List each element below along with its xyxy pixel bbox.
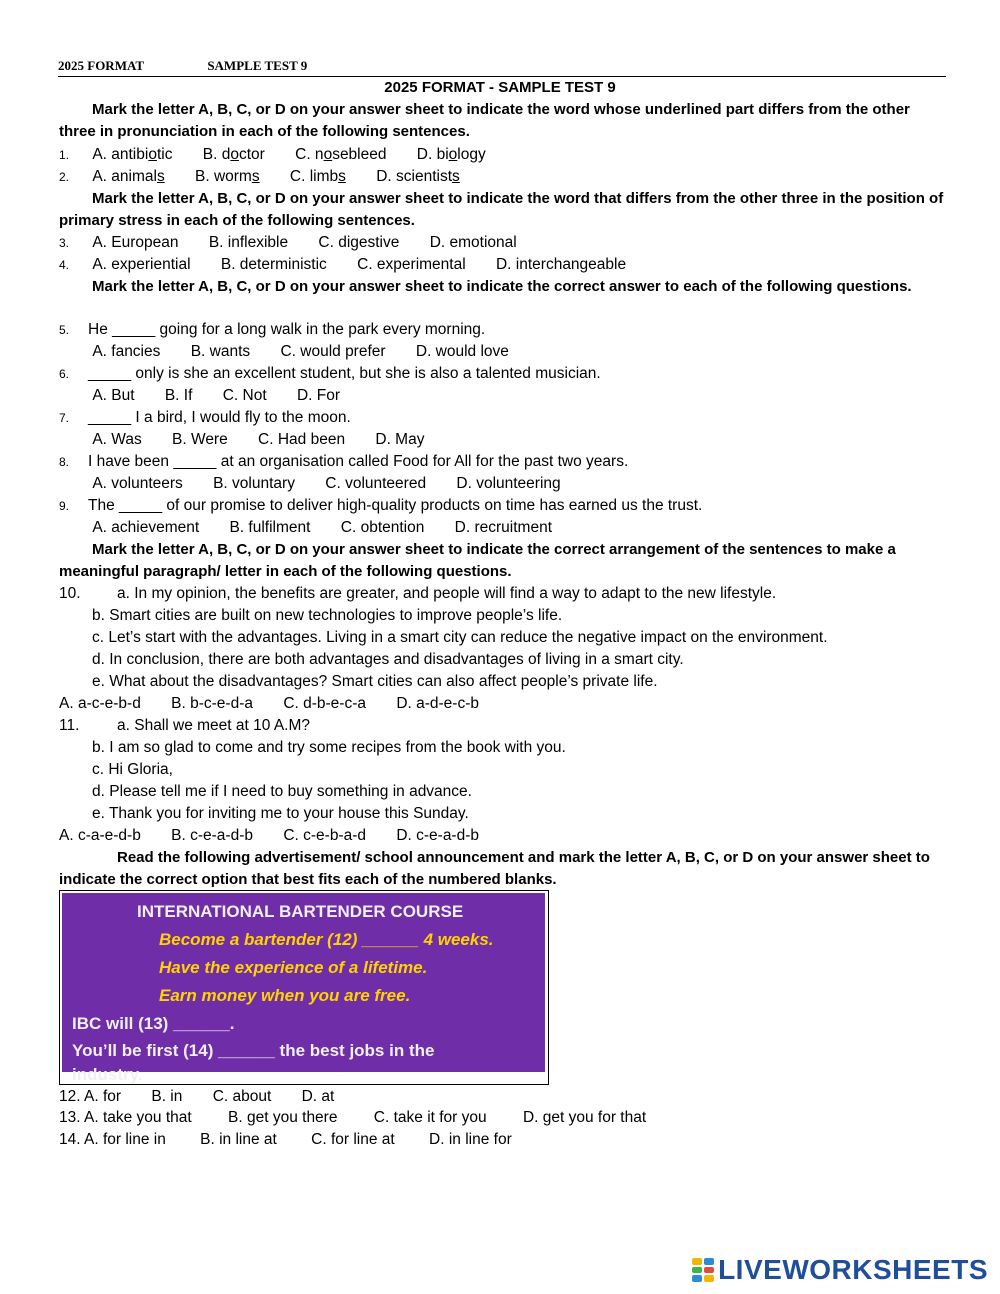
question-1: 1. A. antibiotic B. doctor C. nosebleed D. biology bbox=[59, 146, 486, 163]
advertisement-image bbox=[62, 893, 545, 1084]
option-b[interactable]: B. wants bbox=[190, 343, 251, 360]
instruction-reading: Read the following advertisement/ school announcement and mark the letter A, B, C, or D on your answer sheet to indicate the correct option that best fits each of the numbered blanks. bbox=[59, 849, 930, 888]
option-c[interactable]: C. take it for you bbox=[373, 1109, 487, 1126]
instruction-arrangement: Mark the letter A, B, C, or D on your answer sheet to indicate the correct arrangement of the sentences to make a meaningful paragraph/ letter in each of the following questions. bbox=[59, 541, 896, 580]
option-b[interactable]: B. If bbox=[164, 387, 193, 404]
option-c[interactable]: C. would prefer bbox=[280, 343, 386, 360]
option-c[interactable]: C. Not bbox=[222, 387, 267, 404]
option-c[interactable]: C. for line at bbox=[311, 1131, 395, 1148]
question-14 bbox=[59, 1130, 512, 1150]
option-c[interactable]: C. experimental bbox=[357, 256, 466, 273]
logo-text: LIVEWORKSHEETS bbox=[718, 1254, 988, 1285]
question-11-line-a: 11. a. Shall we meet at 10 A.M? bbox=[59, 717, 310, 734]
option-c[interactable]: C. digestive bbox=[318, 234, 400, 251]
option-a[interactable]: A. European bbox=[92, 234, 179, 251]
question-9-options bbox=[59, 518, 552, 538]
option-d[interactable]: D. emotional bbox=[429, 234, 517, 251]
option-d[interactable]: D. May bbox=[375, 431, 425, 448]
option-b[interactable]: B. get you there bbox=[228, 1109, 338, 1126]
option-a[interactable]: 13. A. take you that bbox=[59, 1109, 192, 1126]
option-d[interactable]: D. biology bbox=[416, 146, 486, 163]
option-c[interactable]: C. volunteered bbox=[325, 475, 427, 492]
question-7-stem: 7. _____ I a bird, I would fly to the moon. bbox=[59, 409, 351, 426]
option-a[interactable]: A. experiential bbox=[92, 256, 191, 273]
liveworksheets-logo-icon bbox=[692, 1258, 714, 1282]
question-4: 4. A. experiential B. deterministic C. experimental D. interchangeable bbox=[59, 256, 627, 273]
question-10-line-d: d. In conclusion, there are both advantages and disadvantages of living in a smart city. bbox=[92, 651, 684, 668]
option-b[interactable]: B. inflexible bbox=[208, 234, 289, 251]
option-d[interactable]: D. a-d-e-c-b bbox=[396, 695, 479, 712]
option-c[interactable]: C. obtention bbox=[340, 519, 425, 536]
question-12 bbox=[59, 1087, 334, 1107]
option-d[interactable]: D. c-e-a-d-b bbox=[396, 827, 479, 844]
ad-line-1: Become a bartender (12) ______ 4 weeks. bbox=[159, 930, 494, 949]
header-test: SAMPLE TEST 9 bbox=[207, 58, 308, 73]
option-a[interactable]: A. achievement bbox=[92, 519, 200, 536]
question-11-line-b: b. I am so glad to come and try some recipes from the book with you. bbox=[92, 739, 566, 756]
option-d[interactable]: D. get you for that bbox=[522, 1109, 647, 1126]
question-10-options bbox=[59, 694, 479, 714]
option-d[interactable]: D. For bbox=[296, 387, 341, 404]
question-3: 3. A. European B. inflexible C. digestive D. emotional bbox=[59, 234, 517, 251]
instruction-pronunciation: Mark the letter A, B, C, or D on your answer sheet to indicate the word whose underlined part differs from the other three in pronunciation in each of the following sentences. bbox=[59, 101, 910, 140]
option-c[interactable]: C. limbs bbox=[289, 168, 346, 185]
header-format: 2025 FORMAT bbox=[58, 58, 145, 73]
option-d[interactable]: D. at bbox=[301, 1088, 335, 1105]
question-2: 2. A. animals B. worms C. limbs D. scientists bbox=[59, 168, 460, 185]
option-b[interactable]: B. Were bbox=[172, 431, 228, 448]
option-a[interactable]: A. a-c-e-b-d bbox=[59, 695, 141, 712]
option-b[interactable]: B. fulfilment bbox=[229, 519, 311, 536]
instruction-stress: Mark the letter A, B, C, or D on your answer sheet to indicate the word that differs from the other three in the position of primary stress in each of the following sentences. bbox=[59, 190, 944, 229]
option-a[interactable]: A. But bbox=[92, 387, 135, 404]
question-10-line-e: e. What about the disadvantages? Smart cities can also affect people’s private life. bbox=[92, 673, 658, 690]
question-11-options bbox=[59, 826, 479, 846]
option-a[interactable]: A. antibiotic bbox=[92, 146, 173, 163]
ad-line-5: You’ll be first (14) ______ the best jobs in the bbox=[72, 1041, 435, 1060]
option-a[interactable]: A. animals bbox=[92, 168, 165, 185]
option-a[interactable]: A. volunteers bbox=[92, 475, 183, 492]
question-10-line-c: c. Let’s start with the advantages. Living in a smart city can reduce the negative impact on the environment. bbox=[92, 629, 828, 646]
question-8-stem: 8. I have been _____ at an organisation called Food for All for the past two years. bbox=[59, 453, 629, 470]
option-b[interactable]: B. in bbox=[151, 1088, 183, 1105]
option-c[interactable]: C. Had been bbox=[258, 431, 346, 448]
ad-title: INTERNATIONAL BARTENDER COURSE bbox=[137, 902, 464, 921]
ad-line-4: IBC will (13) ______. bbox=[72, 1014, 235, 1033]
option-c[interactable]: C. d-b-e-c-a bbox=[283, 695, 366, 712]
option-b[interactable]: B. c-e-a-d-b bbox=[171, 827, 253, 844]
option-b[interactable]: B. voluntary bbox=[213, 475, 295, 492]
question-8-options bbox=[59, 474, 561, 494]
option-b[interactable]: B. in line at bbox=[200, 1131, 277, 1148]
option-d[interactable]: D. in line for bbox=[429, 1131, 512, 1148]
option-b[interactable]: B. deterministic bbox=[220, 256, 327, 273]
option-d[interactable]: D. would love bbox=[415, 343, 509, 360]
option-a[interactable]: 14. A. for line in bbox=[59, 1131, 166, 1148]
question-10-line-a: 10. a. In my opinion, the benefits are greater, and people will find a way to adapt to the new lifestyle. bbox=[59, 585, 777, 602]
question-6-stem: 6. _____ only is she an excellent student, but she is also a talented musician. bbox=[59, 365, 601, 382]
option-a[interactable]: A. c-a-e-d-b bbox=[59, 827, 141, 844]
header-divider bbox=[58, 76, 946, 77]
question-7-options bbox=[59, 430, 424, 450]
question-5-options bbox=[59, 342, 509, 362]
page-title: 2025 FORMAT - SAMPLE TEST 9 bbox=[384, 79, 616, 96]
option-a[interactable]: 12. A. for bbox=[59, 1088, 122, 1105]
option-a[interactable]: A. fancies bbox=[92, 343, 161, 360]
question-6-options bbox=[59, 386, 340, 406]
question-11-line-e: e. Thank you for inviting me to your house this Sunday. bbox=[92, 805, 469, 822]
question-11-line-c: c. Hi Gloria, bbox=[92, 761, 173, 778]
option-d[interactable]: D. interchangeable bbox=[495, 256, 627, 273]
page-header bbox=[58, 58, 367, 74]
ad-line-2: Have the experience of a lifetime. bbox=[159, 958, 428, 977]
option-b[interactable]: B. doctor bbox=[202, 146, 265, 163]
ad-line-3: Earn money when you are free. bbox=[159, 986, 411, 1005]
liveworksheets-logo bbox=[692, 1254, 988, 1286]
option-b[interactable]: B. b-c-e-d-a bbox=[171, 695, 253, 712]
question-11-line-d: d. Please tell me if I need to buy something in advance. bbox=[92, 783, 472, 800]
option-d[interactable]: D. scientists bbox=[376, 168, 460, 185]
question-9-stem: 9. The _____ of our promise to deliver high-quality products on time has earned us the trust. bbox=[59, 497, 703, 514]
question-10-line-b: b. Smart cities are built on new technologies to improve people’s life. bbox=[92, 607, 563, 624]
option-d[interactable]: D. recruitment bbox=[454, 519, 553, 536]
option-c[interactable]: C. nosebleed bbox=[295, 146, 387, 163]
question-5-stem: 5. He _____ going for a long walk in the park every morning. bbox=[59, 321, 486, 338]
question-13 bbox=[59, 1108, 646, 1128]
option-b[interactable]: B. worms bbox=[195, 168, 260, 185]
option-a[interactable]: A. Was bbox=[92, 431, 142, 448]
ad-line-6: industry. bbox=[72, 1065, 143, 1084]
advertisement-box bbox=[59, 890, 549, 1085]
option-c[interactable]: C. c-e-b-a-d bbox=[283, 827, 366, 844]
instruction-answer: Mark the letter A, B, C, or D on your answer sheet to indicate the correct answer to each of the following questions. bbox=[92, 278, 912, 295]
option-c[interactable]: C. about bbox=[212, 1088, 272, 1105]
option-d[interactable]: D. volunteering bbox=[456, 475, 561, 492]
